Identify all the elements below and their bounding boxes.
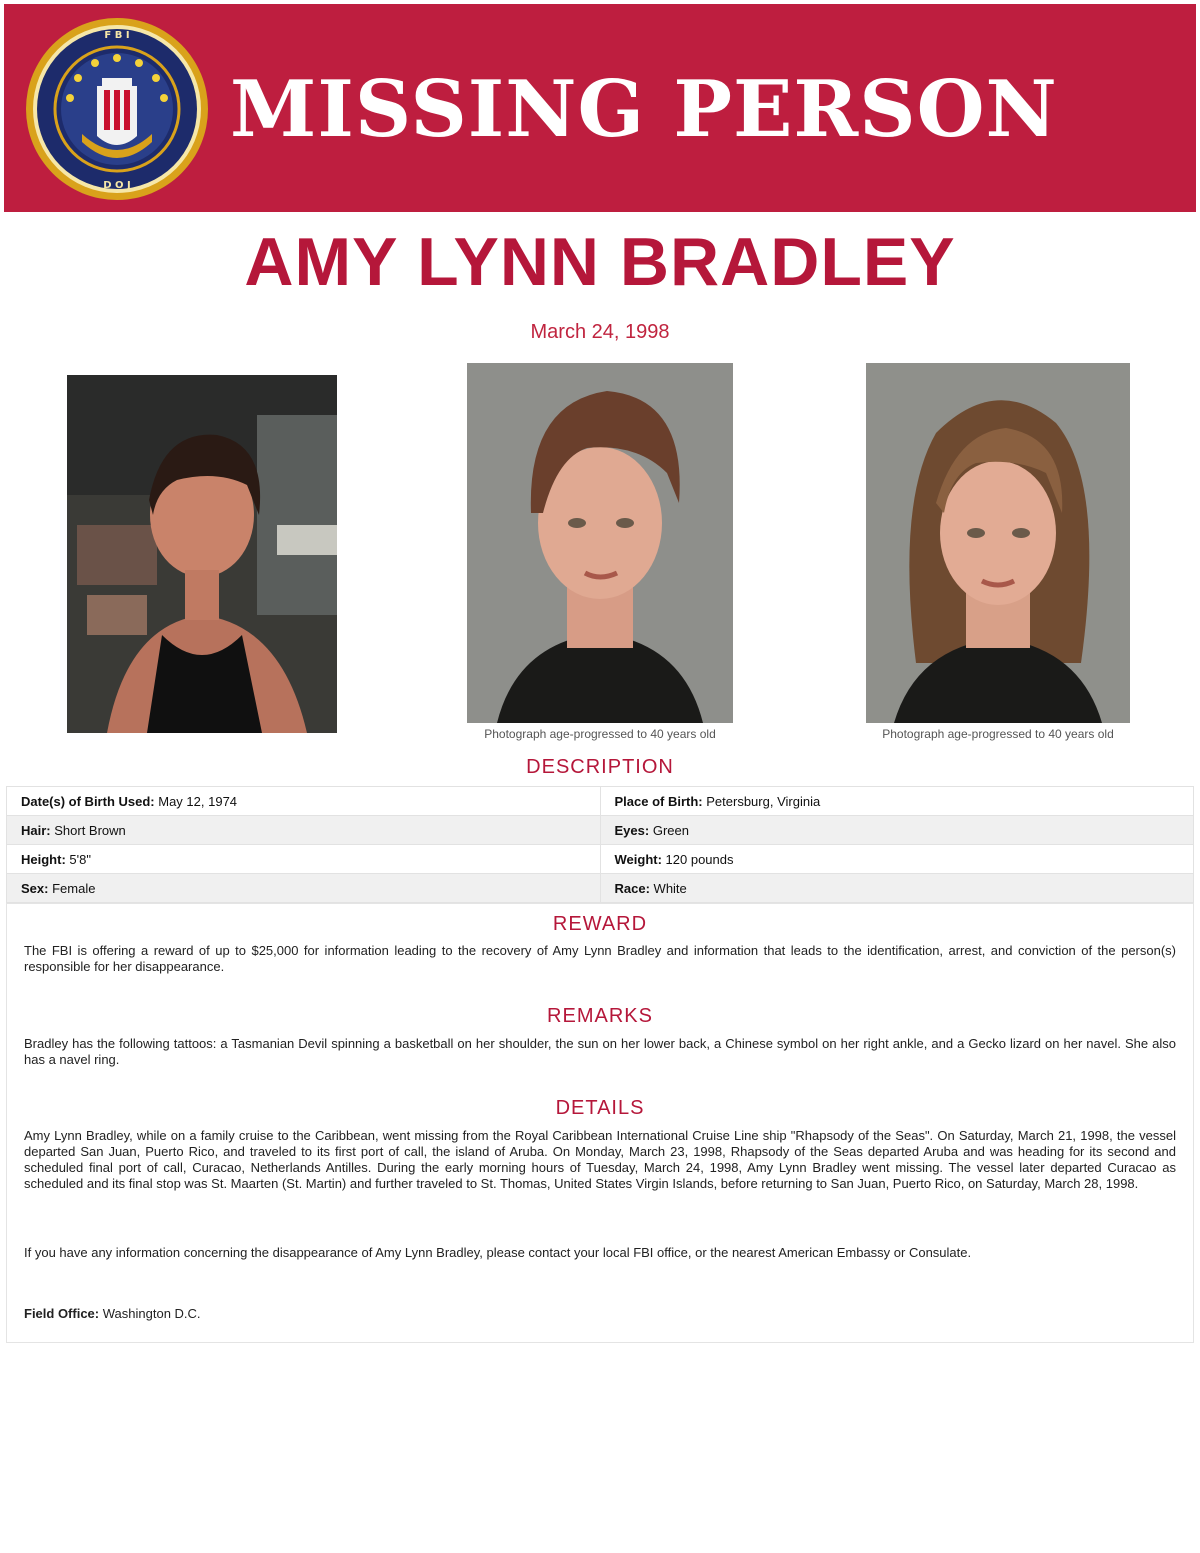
field-value: Petersburg, Virginia [706,793,821,809]
photo-caption-3: Photograph age-progressed to 40 years old [882,727,1114,741]
description-heading: DESCRIPTION [526,756,674,778]
description-cell [7,845,601,874]
field-value: 120 pounds [665,851,734,867]
field-office [24,1306,1176,1322]
contact-info-text: If you have any information concerning the disappearance of Amy Lynn Bradley, please contact your local FBI office, or the nearest American Embassy or Consulate. [24,1245,972,1260]
table-row [7,787,1194,816]
photo-age-progressed-long-hair [866,363,1130,723]
remarks-text: Bradley has the following tattoos: a Tasmanian Devil spinning a basketball on her shoulder, the sun on her lower back, a Chinese symbol on her right ankle, and a Gecko lizard on her navel. She also has a navel ring. [24,1036,1176,1067]
reward-heading: REWARD [552,913,648,935]
field-label: Sex: [21,880,49,896]
description-cell [7,816,601,845]
field-office-value: Washington D.C. [102,1306,201,1321]
field-label: Date(s) of Birth Used: [21,793,155,809]
field-value: Short Brown [54,822,126,838]
svg-text:D O J: D O J [103,180,131,191]
photo-age-progressed-short-hair [467,363,733,723]
field-value: May 12, 1974 [158,793,238,809]
field-label: Race: [614,880,650,896]
field-office-label: Field Office: [24,1306,100,1321]
description-cell [600,816,1194,845]
missing-date: March 24, 1998 [530,321,670,343]
description-cell [600,845,1194,874]
svg-text:F B I: F B I [104,30,130,41]
table-row [7,816,1194,845]
details-heading: DETAILS [555,1097,645,1119]
field-value: Female [52,880,96,896]
description-cell [600,874,1194,903]
person-name: AMY LYNN BRADLEY [244,224,956,300]
field-label: Place of Birth: [614,793,703,809]
description-cell [7,787,601,816]
field-label: Height: [21,851,66,867]
field-label: Hair: [21,822,51,838]
field-value: White [653,880,687,896]
field-label: Weight: [614,851,662,867]
banner-title: MISSING PERSON [230,64,1058,155]
field-label: Eyes: [614,822,650,838]
photo-caption-2: Photograph age-progressed to 40 years old [484,727,716,741]
field-value: Green [652,822,689,838]
description-cell [600,787,1194,816]
table-row [7,845,1194,874]
description-table [6,786,1194,903]
remarks-heading: REMARKS [547,1005,653,1027]
header-banner [4,4,1196,212]
table-row [7,874,1194,903]
description-cell [7,874,601,903]
fbi-seal-icon [24,16,210,202]
field-value: 5'8" [69,851,91,867]
details-text: Amy Lynn Bradley, while on a family cruise to the Caribbean, went missing from the Royal Caribbean International Cruise Line ship "Rhapsody of the Seas". On Saturday, March 21, 1998, the vessel departed San Juan, Puerto Rico, and traveled to its first port of call, the island of Aruba. On Monday, March 23, 1998, Rhapsody of the Seas departed Aruba and was heading for its second and scheduled final port of call, Curacao, Netherlands Antilles. During the early morning hours of Tuesday, March 24, 1998, Amy Lynn Bradley went missing. The vessel later departed Curacao as scheduled and its final stop was St. Maarten (St. Martin) and further traveled to St. Thomas, United States Virgin Islands, before returning to San Juan, Puerto Rico, on Saturday, March 28, 1998. [24,1128,1176,1191]
reward-text: The FBI is offering a reward of up to $25,000 for information leading to the recovery of Amy Lynn Bradley and information that leads to the identification, arrest, and conviction of the person(s) responsible for her disappearance. [24,943,1176,974]
photo-original [67,375,337,733]
